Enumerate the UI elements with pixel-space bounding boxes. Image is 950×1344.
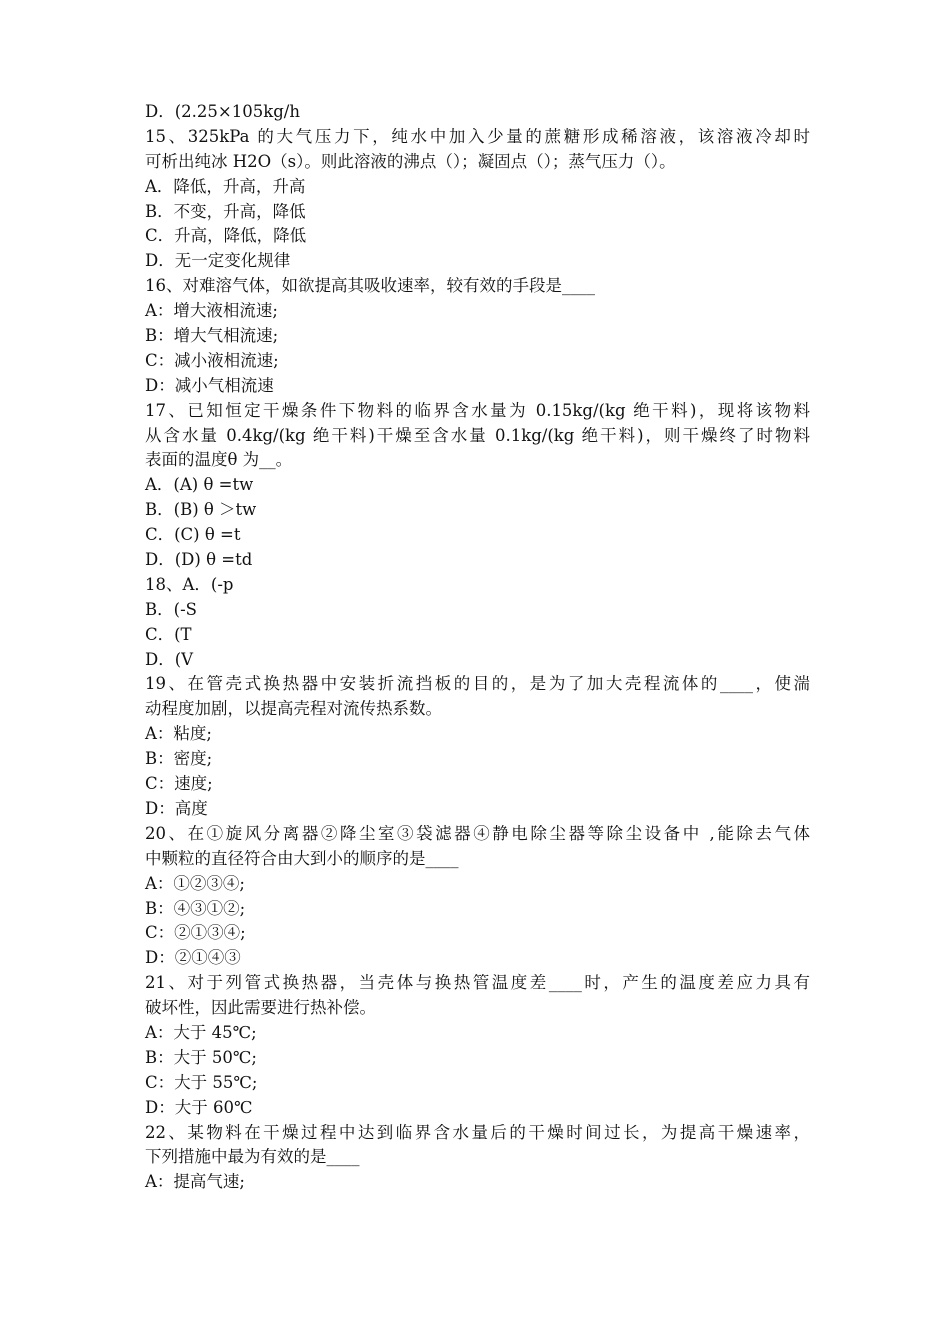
text-line: 22、某物料在干燥过程中达到临界含水量后的干燥时间过长，为提高干燥速率， — [145, 1122, 810, 1142]
text-line: 19、在管壳式换热器中安装折流挡板的目的，是为了加大壳程流体的____，使湍 — [145, 674, 810, 694]
text-line: C．(T — [145, 624, 192, 644]
text-line: 18、A．(-p — [145, 574, 234, 594]
text-line: 16、对难溶气体，如欲提高其吸收速率，较有效的手段是____ — [145, 276, 595, 296]
text-line: 20、在①旋风分离器②降尘室③袋滤器④静电除尘器等除尘设备中 ,能除去气体 — [145, 823, 810, 843]
text-line: B：④③①②; — [145, 898, 246, 918]
text-line: D：大于 60℃ — [145, 1097, 253, 1117]
text-line: A：提高气速; — [145, 1172, 245, 1192]
text-line: 15、325kPa 的大气压力下，纯水中加入少量的蔗糖形成稀溶液，该溶液冷却时 — [145, 126, 810, 146]
text-line: C：速度; — [145, 774, 213, 794]
text-line: A：大于 45℃; — [145, 1022, 257, 1042]
text-line: C：②①③④; — [145, 923, 246, 943]
text-line: 表面的温度θ 为__。 — [145, 450, 293, 470]
text-line: D．(V — [145, 649, 194, 669]
text-line: D：减小气相流速 — [145, 375, 274, 395]
text-line: A：①②③④; — [145, 873, 245, 893]
text-line: C：减小液相流速; — [145, 350, 279, 370]
text-line: 可析出纯冰 H2O（s）。则此溶液的沸点（）；凝固点（）；蒸气压力（）。 — [145, 151, 676, 171]
text-line: C．升高，降低，降低 — [145, 226, 307, 246]
text-line: D：高度 — [145, 798, 208, 818]
text-line: B．(B) θ ＞tw — [145, 500, 257, 520]
text-line: D．(D) θ =td — [145, 550, 253, 570]
text-line: 中颗粒的直径符合由大到小的顺序的是____ — [145, 848, 459, 868]
text-line: 下列措施中最为有效的是____ — [145, 1147, 360, 1167]
text-line: D．无一定变化规律 — [145, 251, 291, 271]
text-line: B：密度; — [145, 749, 213, 769]
text-line: B．不变，升高，降低 — [145, 201, 306, 221]
text-line: C．(C) θ =t — [145, 525, 241, 545]
text-line: D：②①④③ — [145, 948, 241, 968]
text-line: 从含水量 0.4kg/(kg 绝干料)干燥至含水量 0.1kg/(kg 绝干料)，则干燥终了时物料 — [145, 425, 810, 445]
text-line: A．降低，升高，升高 — [145, 176, 306, 196]
text-line: 动程度加剧，以提高壳程对流传热系数。 — [145, 699, 442, 719]
text-line: 21、对于列管式换热器，当壳体与换热管温度差____时，产生的温度差应力具有 — [145, 973, 810, 993]
text-line: B：增大气相流速; — [145, 326, 279, 346]
text-line: A．(A) θ =tw — [145, 475, 254, 495]
text-line: B：大于 50℃; — [145, 1047, 257, 1067]
text-line: C：大于 55℃; — [145, 1072, 258, 1092]
text-line: D．(2.25×105kg/h — [145, 102, 300, 121]
text-line: A：粘度; — [145, 724, 212, 744]
text-line: B．(-S — [145, 599, 197, 619]
text-line: 破坏性，因此需要进行热补偿。 — [145, 998, 376, 1018]
text-line: 17、已知恒定干燥条件下物料的临界含水量为 0.15kg/(kg 绝干料)，现将该物料 — [145, 400, 810, 420]
text-line: A：增大液相流速; — [145, 301, 278, 321]
document-page — [145, 100, 810, 1195]
